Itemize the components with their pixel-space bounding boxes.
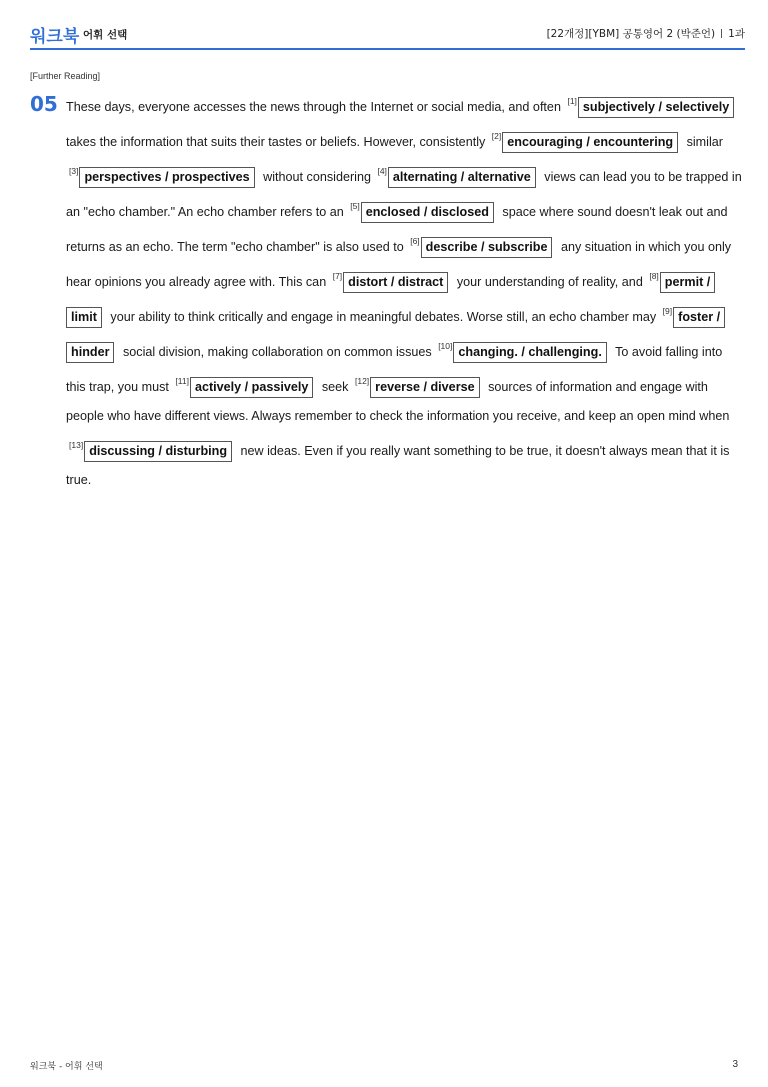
lesson-label: 1과 <box>728 28 745 40</box>
blank-number: [10] <box>438 341 453 351</box>
footer-title: 워크북 - 어휘 선택 <box>30 1062 103 1072</box>
passage-segment: similar <box>686 135 723 149</box>
passage-segment: without considering <box>263 170 375 184</box>
passage-segment: your ability to think critically and engage in meaningful debates. Worse still, an echo chamber may <box>110 310 660 324</box>
word-choice-box[interactable]: foster / hinder <box>66 307 725 363</box>
blank-number: [8] <box>649 271 659 281</box>
word-choice-box[interactable]: changing. / challenging. <box>453 342 606 363</box>
blank-number: [11] <box>175 376 189 386</box>
course-title: [22개정][YBM] 공통영어 2 (박준언) <box>546 28 716 40</box>
passage-segment: seek <box>321 380 352 394</box>
blank-number: [9] <box>662 306 673 316</box>
passage-segment: space where sound doesn't leak out and returns as an echo. The term "echo chamber" is also used to <box>66 205 728 254</box>
section-label: [Further Reading] <box>30 71 101 81</box>
passage-segment: any situation in which you only hear opinions you already agree with. This can <box>66 240 732 289</box>
word-choice-box[interactable]: distort / distract <box>343 272 448 293</box>
passage-segment: sources of information and engage with people who have different views. Always remember to check the information you receive, and keep an open mind when <box>66 380 730 423</box>
page-subtitle: 어휘 선택 <box>83 29 128 41</box>
blank-number: [3] <box>69 166 79 176</box>
page-number: 3 <box>732 1059 738 1070</box>
word-choice-box[interactable]: actively / passively <box>190 377 313 398</box>
word-choice-box[interactable]: subjectively / selectively <box>578 97 734 118</box>
page-header <box>30 20 745 50</box>
header-divider <box>721 29 722 38</box>
blank-number: [1] <box>567 96 577 106</box>
blank-number: [6] <box>410 236 420 246</box>
blank-number: [13] <box>69 440 84 450</box>
blank-number: [12] <box>354 376 370 386</box>
passage-segment: social division, making collaboration on common issues <box>122 345 436 359</box>
passage-segment: new ideas. Even if you really want something to be true, it doesn't always mean that it is true. <box>66 444 730 487</box>
word-choice-box[interactable]: describe / subscribe <box>421 237 553 258</box>
blank-number: [5] <box>350 201 360 211</box>
word-choice-box[interactable]: discussing / disturbing <box>84 441 232 462</box>
passage-segment: To avoid falling into this trap, you must <box>66 345 723 394</box>
word-choice-box[interactable]: alternating / alternative <box>388 167 536 188</box>
passage-text <box>66 87 742 495</box>
course-info <box>547 26 745 41</box>
passage-segment: takes the information that suits their tastes or beliefs. However, consistently <box>66 135 489 149</box>
word-choice-box[interactable]: perspectives / prospectives <box>79 167 254 188</box>
blank-number: [7] <box>332 271 343 281</box>
passage-segment: your understanding of reality, and <box>456 275 647 289</box>
blank-number: [2] <box>491 131 502 141</box>
question-number: 05 <box>30 92 58 116</box>
passage-segment: These days, everyone accesses the news through the Internet or social media, and often <box>66 100 565 114</box>
word-choice-box[interactable]: reverse / diverse <box>370 377 479 398</box>
word-choice-box[interactable]: permit / limit <box>66 272 715 328</box>
passage-segment: views can lead you to be trapped in an "echo chamber." An echo chamber refers to an <box>66 170 742 219</box>
word-choice-box[interactable]: encouraging / encountering <box>502 132 678 153</box>
word-choice-box[interactable]: enclosed / disclosed <box>361 202 494 223</box>
brand-title: 워크북 <box>30 27 80 47</box>
blank-number: [4] <box>377 166 387 176</box>
